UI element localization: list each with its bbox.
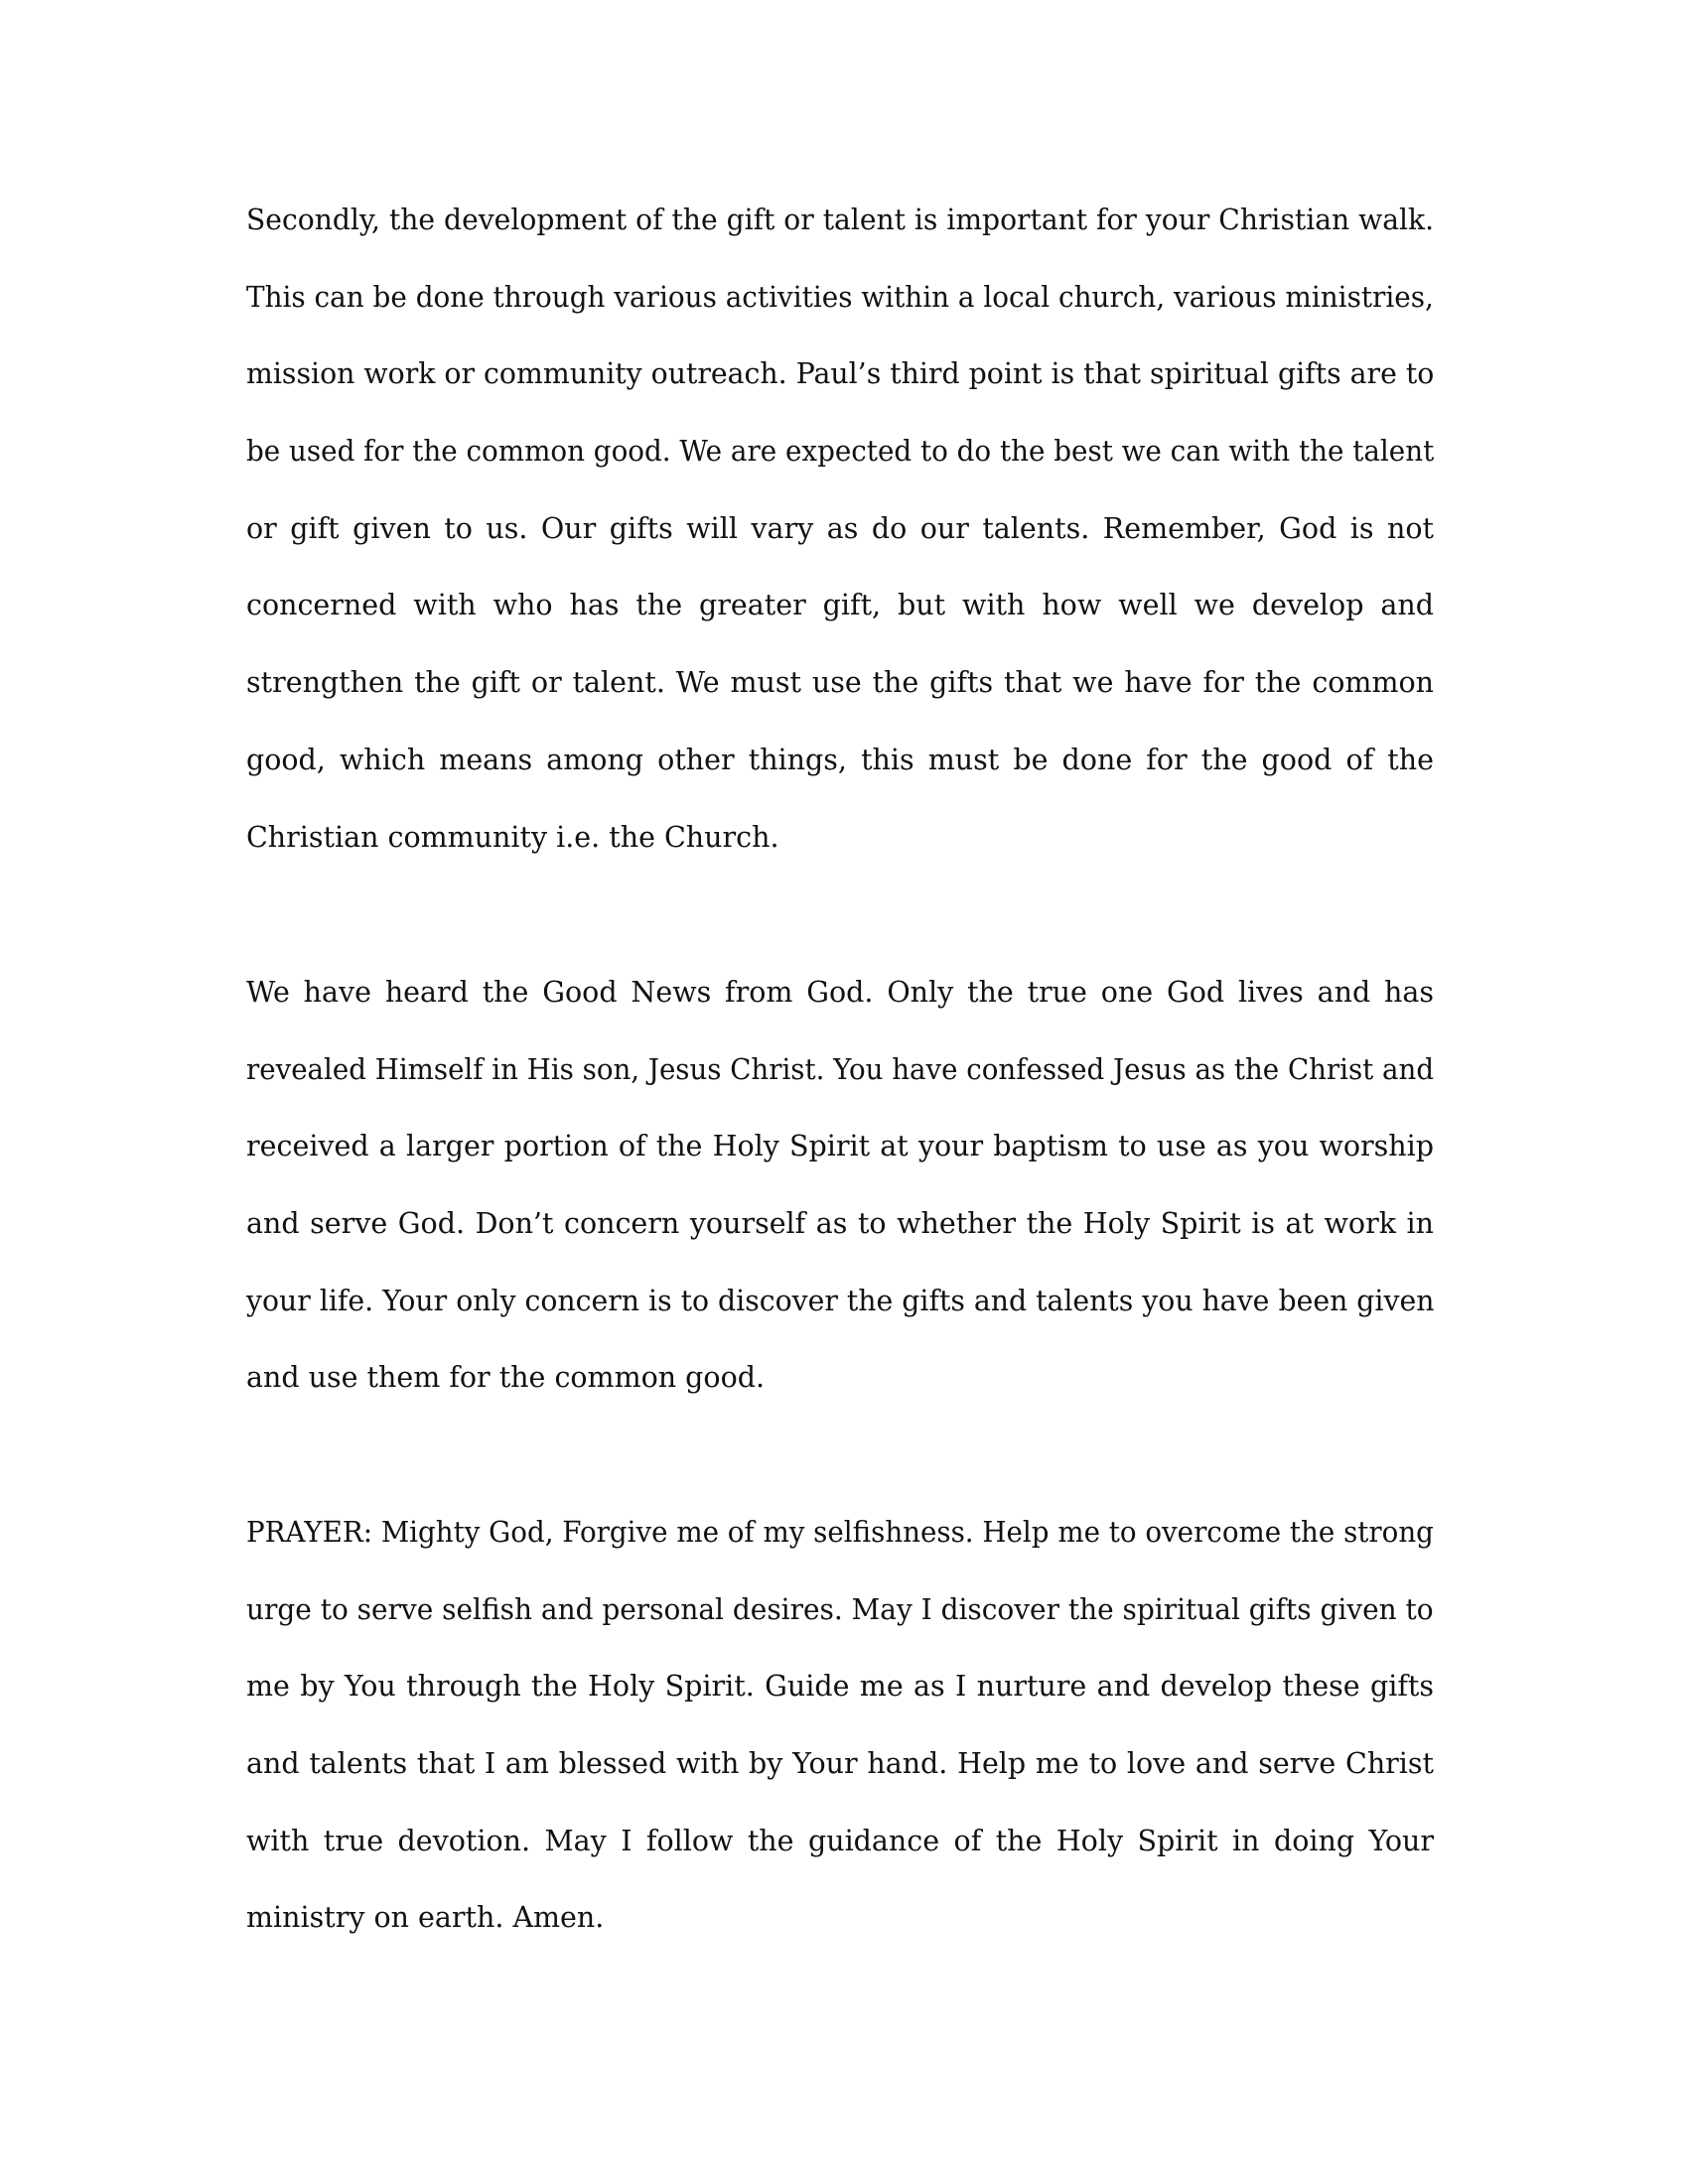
- paragraph-prayer: [246, 1494, 1434, 1957]
- text-line: and serve God. Don’t concern yourself as to whether the Holy Spirit is at work in: [246, 1207, 1434, 1241]
- text-line: and talents that I am blessed with by Your hand. Help me to love and serve Christ: [246, 1747, 1434, 1781]
- text-line: This can be done through various activities within a local church, various ministries,: [246, 280, 1434, 314]
- text-line: PRAYER: Mighty God, Forgive me of my selfishness. Help me to overcome the strong: [246, 1516, 1434, 1549]
- paragraph-good-news: [246, 954, 1434, 1417]
- text-line: Secondly, the development of the gift or talent is important for your Christian walk.: [246, 204, 1435, 236]
- text-line: good, which means among other things, this must be done for the good of the: [246, 743, 1434, 776]
- text-line: revealed Himself in His son, Jesus Christ. You have confessed Jesus as the Christ and: [246, 1052, 1435, 1086]
- text-line: Christian community i.e. the Church.: [246, 820, 779, 854]
- text-line: strengthen the gift or talent. We must use the gifts that we have for the common: [246, 666, 1434, 700]
- text-line: or gift given to us. Our gifts will vary as do our talents. Remember, God is not: [246, 511, 1434, 545]
- text-line: ministry on earth. Amen.: [246, 1901, 605, 1935]
- text-line: and use them for the common good.: [246, 1361, 766, 1395]
- text-line: your life. Your only concern is to discover the gifts and talents you have been given: [246, 1284, 1435, 1317]
- paragraph-spiritual-gifts: [246, 182, 1434, 876]
- text-line: me by You through the Holy Spirit. Guide me as I nurture and develop these gifts: [246, 1670, 1434, 1704]
- text-line: We have heard the Good News from God. Only the true one God lives and has: [246, 976, 1434, 1009]
- text-line: received a larger portion of the Holy Spirit at your baptism to use as you worship: [246, 1130, 1434, 1163]
- text-line: concerned with who has the greater gift, but with how well we develop and: [246, 589, 1434, 622]
- text-line: urge to serve selfish and personal desires. May I discover the spiritual gifts given to: [246, 1592, 1434, 1626]
- text-line: be used for the common good. We are expected to do the best we can with the talent: [246, 435, 1435, 469]
- text-line: mission work or community outreach. Paul’s third point is that spiritual gifts are to: [246, 357, 1435, 391]
- text-line: with true devotion. May I follow the guidance of the Holy Spirit in doing Your: [246, 1824, 1434, 1857]
